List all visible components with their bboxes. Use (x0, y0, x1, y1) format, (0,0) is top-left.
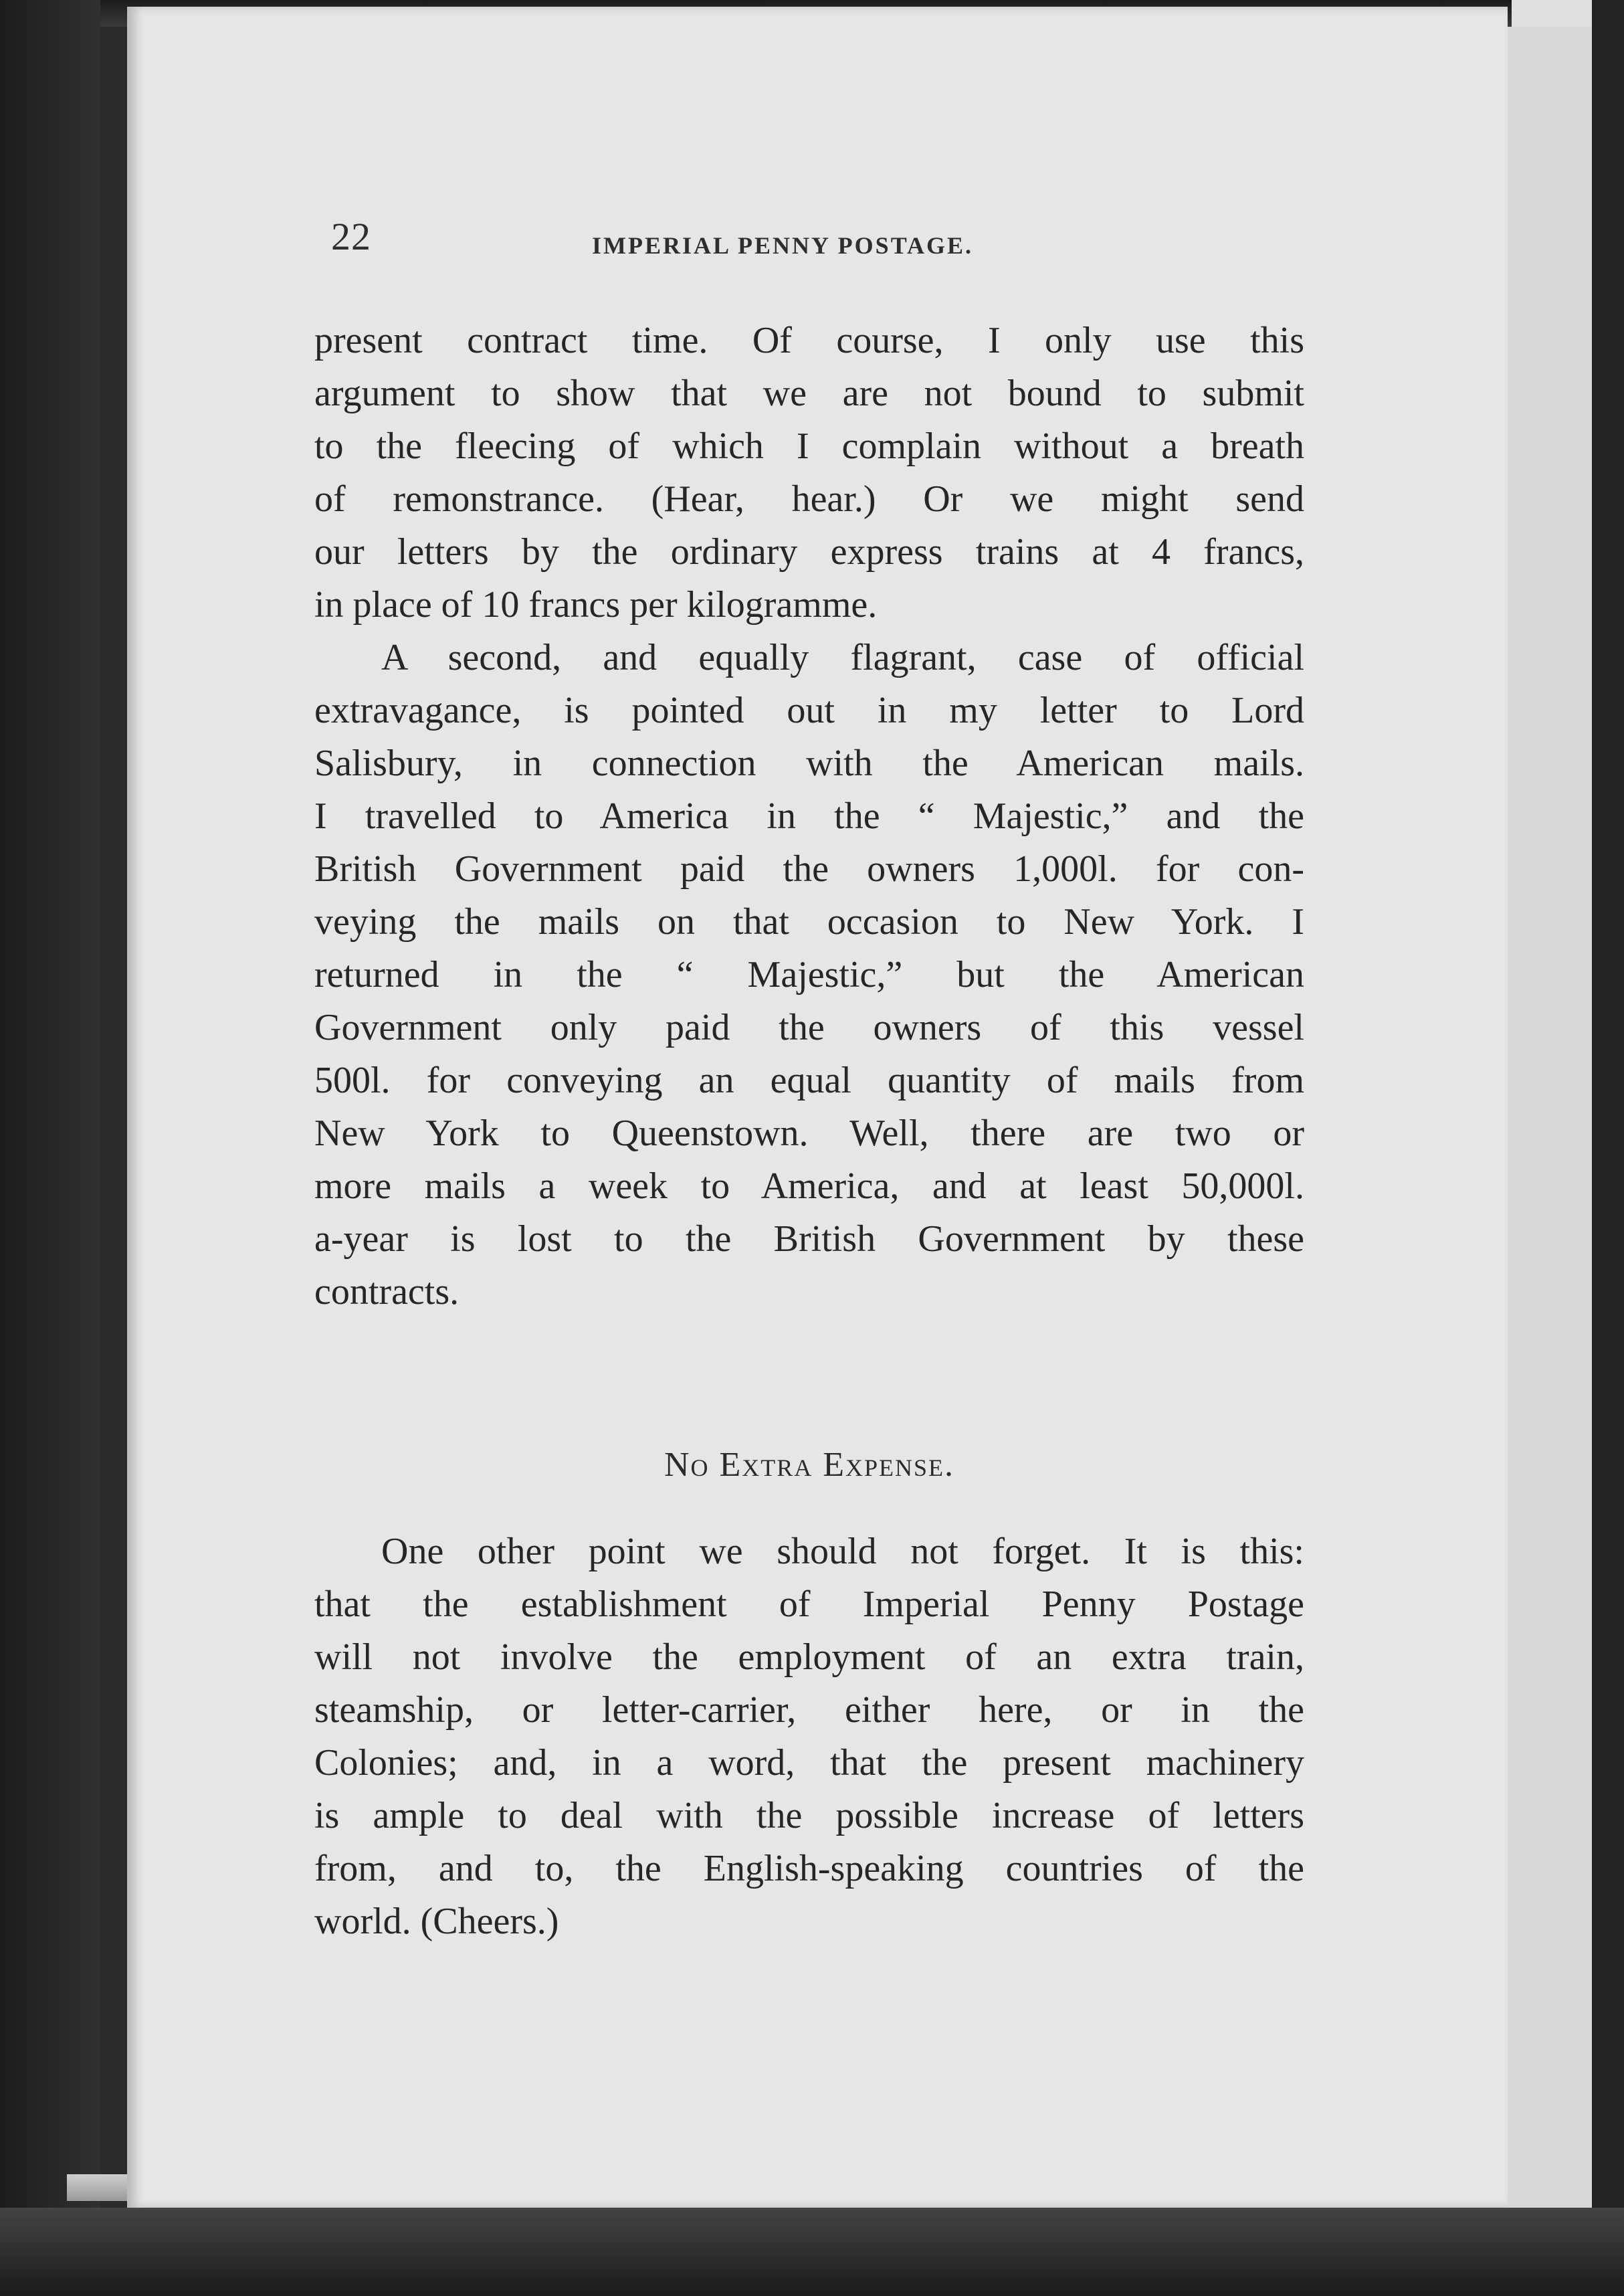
paragraph-1 (314, 314, 1304, 1319)
adjacent-page-edge (1498, 27, 1603, 2208)
text-line: returned in the “ Majestic,” but the American (314, 954, 1304, 995)
text-line: our letters by the ordinary express trains at 4 francs, (314, 531, 1304, 573)
text-line: world. (Cheers.) (314, 1901, 559, 1942)
text-line: Government only paid the owners of this vessel (314, 1007, 1304, 1048)
running-head (331, 214, 1301, 268)
text-line: to the fleecing of which I complain without a breath (314, 425, 1304, 467)
text-line: steamship, or letter-carrier, either here, or in the (314, 1689, 1304, 1731)
text-line: One other point we should not forget. It is this: (381, 1531, 1304, 1572)
text-line: will not involve the employment of an extra train, (314, 1636, 1304, 1678)
text-line: is ample to deal with the possible increase of letters (314, 1795, 1304, 1836)
text-line: Colonies; and, in a word, that the present machinery (314, 1742, 1304, 1784)
page-number: 22 (331, 215, 371, 258)
text-line: more mails a week to America, and at least 50,000l. (314, 1165, 1304, 1207)
scan-border-bottom (0, 2208, 1624, 2296)
text-line: argument to show that we are not bound to submit (314, 373, 1304, 414)
text-line: a-year is lost to the British Government by these (314, 1218, 1304, 1260)
section-heading: No Extra Expense. (664, 1446, 955, 1484)
text-line: A second, and equally flagrant, case of official (381, 637, 1304, 678)
text-line: from, and to, the English-speaking countries of the (314, 1848, 1304, 1889)
text-line: Salisbury, in connection with the American mails. (314, 743, 1304, 784)
text-line: contracts. (314, 1271, 460, 1313)
text-line: British Government paid the owners 1,000l. for con- (314, 848, 1304, 890)
text-line: 500l. for conveying an equal quantity of mails from (314, 1060, 1304, 1101)
text-line: in place of 10 francs per kilogramme. (314, 584, 878, 626)
scan-border-left (0, 0, 100, 2296)
paragraph-3 (314, 1525, 1304, 1948)
text-line: I travelled to America in the “ Majestic,” and the (314, 795, 1304, 837)
text-line: that the establishment of Imperial Penny Postage (314, 1584, 1304, 1625)
text-line: present contract time. Of course, I only use this (314, 320, 1304, 361)
text-line: New York to Queenstown. Well, there are two or (314, 1113, 1304, 1154)
text-line: veying the mails on that occasion to New York. I (314, 901, 1304, 943)
text-line: extravagance, is pointed out in my letter to Lord (314, 690, 1304, 731)
running-title: IMPERIAL PENNY POSTAGE. (592, 232, 974, 259)
scan-border-far-right (1592, 0, 1624, 2296)
text-line: of remonstrance. (Hear, hear.) Or we might send (314, 478, 1304, 520)
